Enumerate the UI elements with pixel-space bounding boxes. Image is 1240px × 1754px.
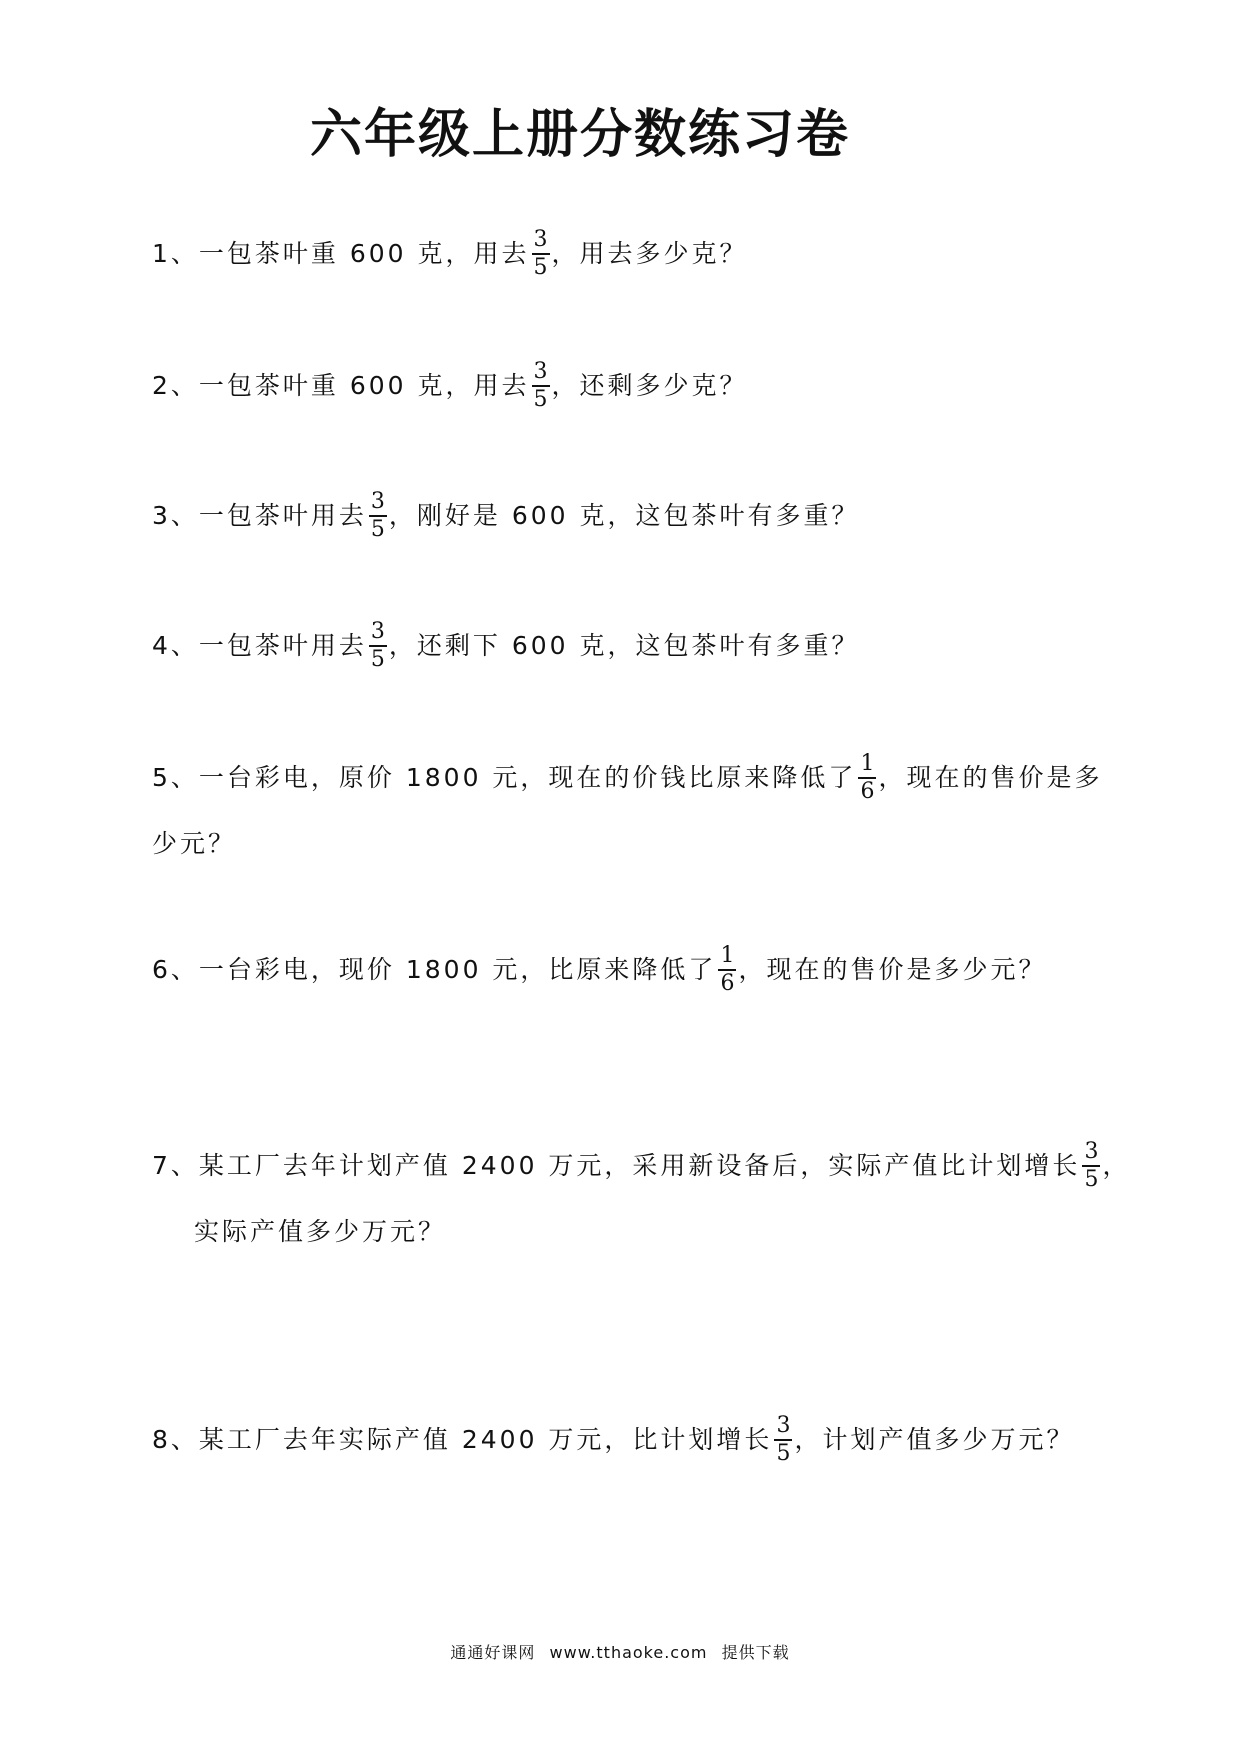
question-2-fraction xyxy=(532,360,550,412)
question-1-text-b: ，用去多少克？ xyxy=(551,239,748,268)
question-1 xyxy=(152,228,748,280)
fraction-denominator: 6 xyxy=(720,971,735,996)
fraction-numerator: 3 xyxy=(369,490,387,517)
question-4-text-a: 4、一包茶叶用去 xyxy=(152,631,367,660)
question-6-fraction xyxy=(718,944,736,996)
fraction-denominator: 5 xyxy=(533,255,548,280)
question-2-text-a: 2、一包茶叶重 600 克，用去 xyxy=(152,371,530,400)
question-8 xyxy=(152,1414,1074,1466)
question-6-text-a: 6、一台彩电，现价 1800 元，比原来降低了 xyxy=(152,955,717,984)
question-7 xyxy=(152,1140,1130,1192)
fraction-numerator: 3 xyxy=(1082,1140,1100,1167)
question-4 xyxy=(152,620,860,672)
fraction-numerator: 3 xyxy=(532,360,550,387)
fraction-numerator: 3 xyxy=(369,620,387,647)
footer-suffix: 提供下载 xyxy=(721,1643,790,1662)
question-3-text-a: 3、一包茶叶用去 xyxy=(152,501,367,530)
fraction-numerator: 1 xyxy=(858,752,876,779)
question-5-text-b: ，现在的售价是多 xyxy=(878,763,1103,792)
fraction-denominator: 5 xyxy=(776,1441,791,1466)
question-6-text-b: ，现在的售价是多少元？ xyxy=(738,955,1047,984)
question-3-fraction xyxy=(369,490,387,542)
fraction-denominator: 5 xyxy=(370,647,385,672)
question-3 xyxy=(152,490,860,542)
question-8-text-b: ，计划产值多少万元？ xyxy=(794,1425,1075,1454)
question-7-fraction xyxy=(1082,1140,1100,1192)
question-2 xyxy=(152,360,748,412)
question-1-fraction xyxy=(532,228,550,280)
question-4-fraction xyxy=(369,620,387,672)
fraction-denominator: 5 xyxy=(533,387,548,412)
fraction-denominator: 6 xyxy=(860,779,875,804)
fraction-numerator: 3 xyxy=(774,1414,792,1441)
question-8-text-a: 8、某工厂去年实际产值 2400 万元，比计划增长 xyxy=(152,1425,773,1454)
question-7-continuation: 实际产值多少万元？ xyxy=(194,1217,447,1246)
fraction-numerator: 1 xyxy=(718,944,736,971)
question-8-fraction xyxy=(774,1414,792,1466)
question-6 xyxy=(152,944,1046,996)
question-5-fraction xyxy=(858,752,876,804)
question-2-text-b: ，还剩多少克？ xyxy=(551,371,748,400)
question-3-text-b: ，刚好是 600 克，这包茶叶有多重？ xyxy=(388,501,860,530)
question-5-text-a: 5、一台彩电，原价 1800 元，现在的价钱比原来降低了 xyxy=(152,763,857,792)
page-title: 六年级上册分数练习卷 xyxy=(309,105,850,165)
question-5-continuation: 少元？ xyxy=(152,829,237,858)
fraction-denominator: 5 xyxy=(370,517,385,542)
fraction-numerator: 3 xyxy=(532,228,550,255)
question-4-text-b: ，还剩下 600 克，这包茶叶有多重？ xyxy=(388,631,860,660)
fraction-denominator: 5 xyxy=(1084,1167,1099,1192)
question-7-text-a: 7、某工厂去年计划产值 2400 万元，采用新设备后，实际产值比计划增长 xyxy=(152,1151,1081,1180)
question-7-text-b: ， xyxy=(1102,1151,1131,1180)
question-1-text-a: 1、一包茶叶重 600 克，用去 xyxy=(152,239,530,268)
footer xyxy=(0,1640,1240,1663)
question-5 xyxy=(152,752,1102,804)
footer-url[interactable]: www.tthaoke.com xyxy=(549,1643,708,1662)
footer-site-name: 通通好课网 xyxy=(450,1643,536,1662)
